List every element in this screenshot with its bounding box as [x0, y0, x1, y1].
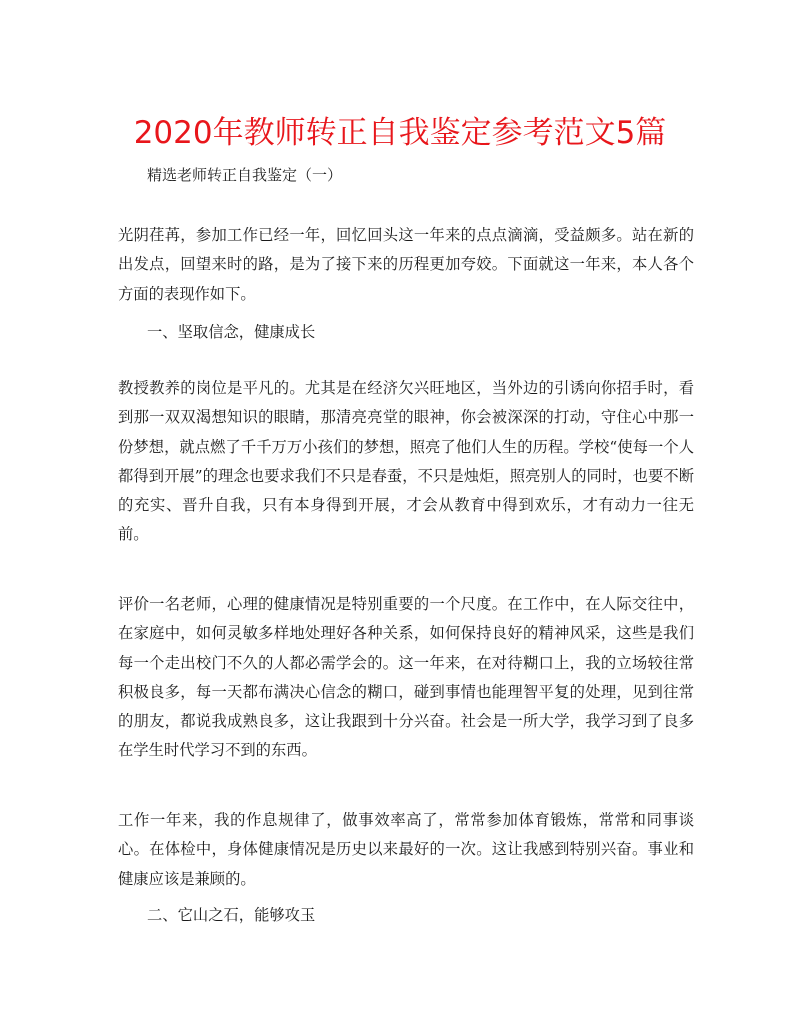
paragraph-intro: 光阴荏苒，参加工作已经一年，回忆回头这一年来的点点滴滴，受益颇多。站在新的出发点，回望来时的路，是为了接下来的历程更加夸姣。下面就这一年来，本人各个方面的表现作如下。: [118, 226, 694, 303]
section-heading-1: 一、坚取信念，健康成长: [147, 323, 316, 341]
paragraph-4: 工作一年来，我的作息规律了，做事效率高了，常常参加体育锻炼，常常和同事谈心。在体检中，身体健康情况是历史以来最好的一次。这让我感到特别兴奋。事业和健康应该是兼顾的。: [118, 811, 694, 888]
document-title: 2020年教师转正自我鉴定参考范文5篇: [133, 115, 667, 151]
document-subtitle: 精选老师转正自我鉴定（一）: [147, 166, 343, 184]
paragraph-2: 教授教养的岗位是平凡的。尤其是在经济欠兴旺地区，当外边的引诱向你招手时，看到那一双双渴想知识的眼睛，那清亮亮堂的眼神，你会被深深的打动，守住心中那一份梦想，就点燃了千千万万小孩们的梦想，照亮了他们人生的历程。学校“使每一个人都得到开展”的理念也要求我们不只是春蚕，不只是烛炬，照亮别人的同时，也要不断的充实、晋升自我，只有本身得到开展，才会从教育中得到欢乐，才有动力一往无前。: [118, 379, 694, 544]
paragraph-3: 评价一名老师，心理的健康情况是特别重要的一个尺度。在工作中，在人际交往中，在家庭中，如何灵敏多样地处理好各种关系，如何保持良好的精神风采，这些是我们每一个走出校门不久的人都必需学会的。这一年来，在对待糊口上，我的立场较往常积极良多，每一天都布满决心信念的糊口，碰到事情也能理智平复的处理，见到往常的朋友，都说我成熟良多，这让我跟到十分兴奋。社会是一所大学，我学习到了良多在学生时代学习不到的东西。: [118, 595, 694, 760]
section-heading-2: 二、它山之石，能够攻玉: [147, 906, 316, 924]
